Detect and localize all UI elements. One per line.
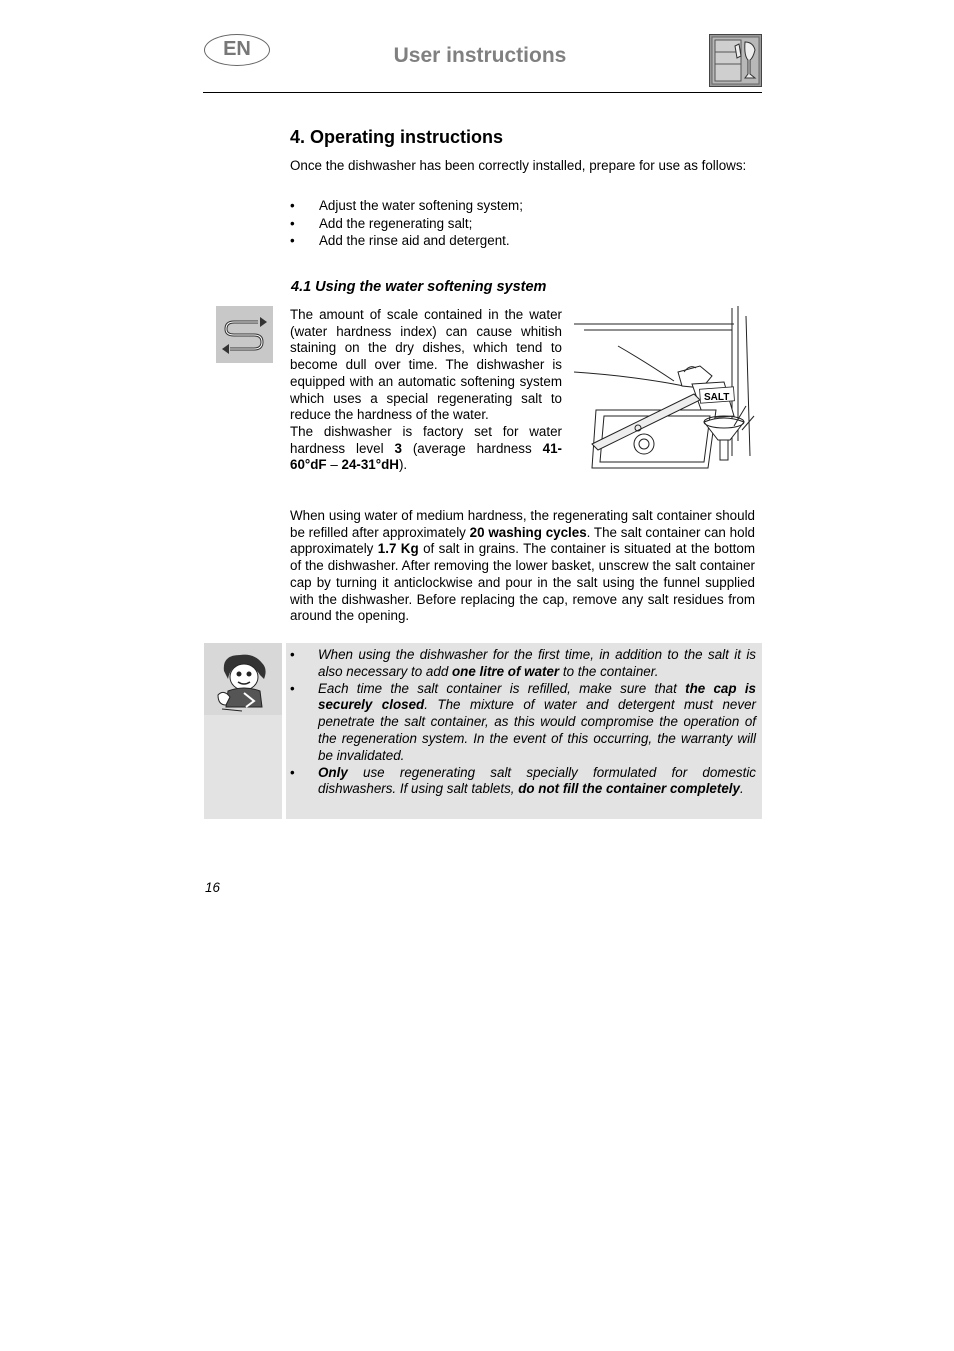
list-item: • Each time the salt container is refilled, make sure that the cap is securely closed. The mixture of water and detergent must never penetrate the salt container, as this would compromise the operation of the regeneration system. In the event of this occurring, the warranty will be invalidated. bbox=[290, 680, 756, 763]
water-softener-icon bbox=[216, 306, 273, 363]
important-notes-list bbox=[290, 647, 756, 798]
list-item: • Adjust the water softening system; bbox=[290, 198, 523, 213]
page-header-title: User instructions bbox=[393, 44, 567, 67]
salt-refill-paragraph: When using water of medium hardness, the regenerating salt container should be refilled after approximately 20 washing cycles. The salt container can hold approximately 1.7 Kg of salt in grains. The container is situated at the bottom of the dishwasher. After removing the lower basket, unscrew the salt container cap by turning it anticlockwise and pour in the salt using the funnel supplied with the dishwasher. Before replacing the cap, remove any salt residues from around the opening. bbox=[290, 508, 755, 624]
section-title: 4. Operating instructions bbox=[290, 127, 504, 147]
dishwasher-glasses-icon bbox=[709, 34, 762, 87]
salt-label: SALT bbox=[704, 392, 730, 403]
list-item: • Add the regenerating salt; bbox=[290, 215, 473, 231]
setup-steps-list bbox=[290, 197, 755, 250]
cartoon-mascot-icon bbox=[214, 651, 272, 713]
page-number: 16 bbox=[205, 880, 220, 895]
intro-paragraph: Once the dishwasher has been correctly installed, prepare for use as follows: bbox=[290, 158, 747, 173]
salt-filling-illustration bbox=[574, 306, 756, 474]
softening-description: The amount of scale contained in the water (water hardness index) can cause whitish staining on the dry dishes, which tend to become dull over time. The dishwasher is equipped with an automatic softening system which uses a special regenerating salt to reduce the hardness of the water. The dishwasher is factory set for water hardness level 3 (average hardness 41-60°dF – 24-31°dH). bbox=[290, 307, 562, 473]
language-badge: EN bbox=[204, 34, 270, 66]
list-item: • Only use regenerating salt specially formulated for domestic dishwashers. If using salt tablets, do not fill the container completely. bbox=[290, 764, 756, 797]
list-item: • Add the rinse aid and detergent. bbox=[290, 233, 510, 248]
subsection-title: 4.1 Using the water softening system bbox=[291, 279, 547, 295]
header-divider bbox=[203, 92, 762, 93]
list-item: • When using the dishwasher for the first time, in addition to the salt it is also necessary to add one litre of water to the container. bbox=[290, 647, 756, 679]
note-icon-panel bbox=[204, 643, 282, 819]
